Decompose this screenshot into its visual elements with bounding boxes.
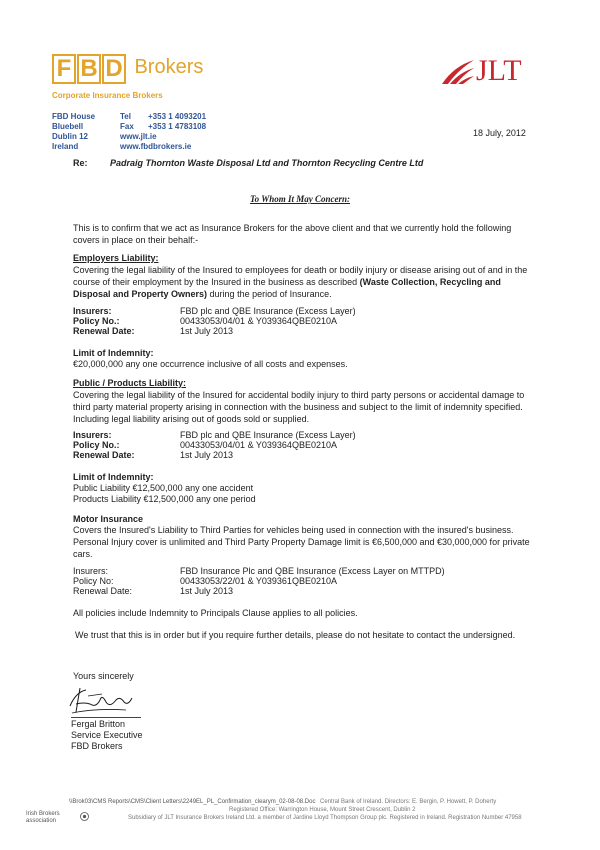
- signature-rule: [71, 717, 141, 718]
- detail-label: Policy No.:: [73, 316, 120, 326]
- address-line: Dublin 12: [52, 132, 89, 141]
- motor-details: [73, 566, 533, 600]
- association-emblem-icon: [80, 812, 89, 821]
- closing-paragraph: We trust that this is in order but if you require further details, please do not hesitate to contact the undersigned.: [75, 630, 516, 640]
- jlt-logo: [440, 56, 522, 86]
- footer-registered-office: Registered Office: Warrington House, Mount Street Crescent, Dublin 2: [229, 807, 416, 813]
- address-block: [52, 112, 95, 152]
- detail-label: Insurers:: [73, 566, 109, 576]
- employers-limit-heading: Limit of Indemnity:: [73, 348, 154, 358]
- irish-brokers-association: [26, 811, 60, 825]
- employers-details: [73, 306, 533, 340]
- signer-title: Service Executive: [71, 730, 143, 740]
- address-line: FBD House: [52, 112, 96, 121]
- motor-heading: Motor Insurance: [73, 514, 144, 524]
- contact-value: +353 1 4093201: [148, 112, 207, 121]
- salutation: To Whom It May Concern:: [249, 194, 351, 204]
- letter-date: 18 July, 2012: [473, 128, 526, 138]
- footer-file-path: \\Brok03\CMS Reports\CMS\Client Letters\2249EL_PL_Confirmation_clearym_02-08-08.Doc: [69, 799, 316, 805]
- contact-value: +353 1 4783108: [148, 122, 207, 131]
- address-line: Ireland: [52, 142, 79, 151]
- fbd-logo: [52, 54, 203, 84]
- motor-body: Covers the Insured's Liability to Third Parties for vehicles being used in connection with the insured's business. Personal Injury cover is unlimited and Third Party Property Damage limit is €6,500,000 and €30,000,000 for private cars.: [73, 525, 530, 559]
- address-line: Bluebell: [52, 122, 84, 131]
- signer-company: FBD Brokers: [71, 741, 123, 751]
- jlt-swoosh-icon: [440, 56, 476, 86]
- detail-value: 1st July 2013: [180, 450, 234, 460]
- footer-regulator: Central Bank of Ireland. Directors: E. Bergin, P. Howett, P. Doherty: [320, 799, 497, 805]
- employers-body-end: during the period of Insurance.: [207, 289, 332, 299]
- public-limit-line: Public Liability €12,500,000 any one accident: [73, 483, 254, 493]
- logo-letter: F: [52, 54, 76, 84]
- detail-label: Renewal Date:: [73, 450, 135, 460]
- contact-block: [120, 112, 206, 152]
- signer-block: [71, 719, 143, 752]
- detail-value: 1st July 2013: [180, 586, 234, 596]
- detail-value: FBD plc and QBE Insurance (Excess Layer): [180, 306, 356, 316]
- website-link[interactable]: www.jlt.ie: [120, 132, 157, 141]
- detail-label: Insurers:: [73, 306, 112, 316]
- public-limit-lines: [73, 483, 256, 505]
- signature-image: [66, 682, 146, 720]
- public-body: Covering the legal liability of the Insured for accidental bodily injury to third party persons or accidental damage to third party material property arising in connection with the business and subject to the limit of indemnity specified. Including legal liability arising out of goods sold or supplied.: [73, 390, 525, 424]
- re-text: Padraig Thornton Waste Disposal Ltd and Thornton Recycling Centre Ltd: [110, 158, 424, 168]
- public-heading: Public / Products Liability:: [73, 378, 187, 388]
- contact-label: Tel: [120, 112, 131, 121]
- jlt-text: JLT: [476, 54, 522, 87]
- association-line: Irish Brokers: [26, 811, 60, 817]
- sign-off: Yours sincerely: [73, 671, 134, 681]
- website-link[interactable]: www.fbdbrokers.ie: [120, 142, 192, 151]
- signer-name: Fergal Britton: [71, 719, 126, 729]
- company-subtitle: Corporate Insurance Brokers: [52, 91, 163, 100]
- principals-clause: All policies include Indemnity to Principals Clause applies to all policies.: [73, 608, 358, 618]
- public-limit-heading: Limit of Indemnity:: [73, 472, 154, 482]
- detail-label: Renewal Date:: [73, 326, 135, 336]
- detail-value: 00433053/22/01 & Y039361QBE0210A: [180, 576, 337, 586]
- detail-label: Policy No:: [73, 576, 114, 586]
- detail-label: Policy No.:: [73, 440, 120, 450]
- detail-value: 1st July 2013: [180, 326, 234, 336]
- employers-heading: Employers Liability:: [73, 253, 159, 263]
- detail-value: 00433053/04/01 & Y039364QBE0210A: [180, 316, 337, 326]
- detail-value: 00433053/04/01 & Y039364QBE0210A: [180, 440, 337, 450]
- detail-label: Renewal Date:: [73, 586, 133, 596]
- logo-letter: B: [77, 54, 101, 84]
- logo-word: Brokers: [134, 56, 204, 78]
- public-limit-line: Products Liability €12,500,000 any one period: [73, 494, 256, 504]
- employers-body: [73, 264, 533, 300]
- employers-business-description: (Waste Collection, Recycling and Disposal and Property Owners): [73, 277, 501, 299]
- logo-letter: D: [102, 54, 126, 84]
- public-details: [73, 430, 533, 464]
- employers-body-text: Covering the legal liability of the Insured to employees for death or bodily injury or disease arising out of and in the course of their employment by the Insured in the business as described: [73, 265, 528, 287]
- employers-limit-line: €20,000,000 any one occurrence inclusive of all costs and expenses.: [73, 359, 348, 369]
- intro-paragraph: This is to confirm that we act as Insurance Brokers for the above client and that we currently hold the following covers in place on their behalf:-: [73, 223, 512, 245]
- detail-label: Insurers:: [73, 430, 112, 440]
- contact-label: Fax: [120, 122, 134, 131]
- footer-subsidiary: Subsidiary of JLT Insurance Brokers Ireland Ltd. a member of Jardine Lloyd Thompson Group plc. Registered in Ireland. Registration Number 47958: [128, 815, 522, 821]
- re-label: Re:: [73, 158, 88, 168]
- detail-value: FBD Insurance Plc and QBE Insurance (Excess Layer on MTTPD): [180, 566, 445, 576]
- detail-value: FBD plc and QBE Insurance (Excess Layer): [180, 430, 356, 440]
- association-line: association: [26, 818, 57, 824]
